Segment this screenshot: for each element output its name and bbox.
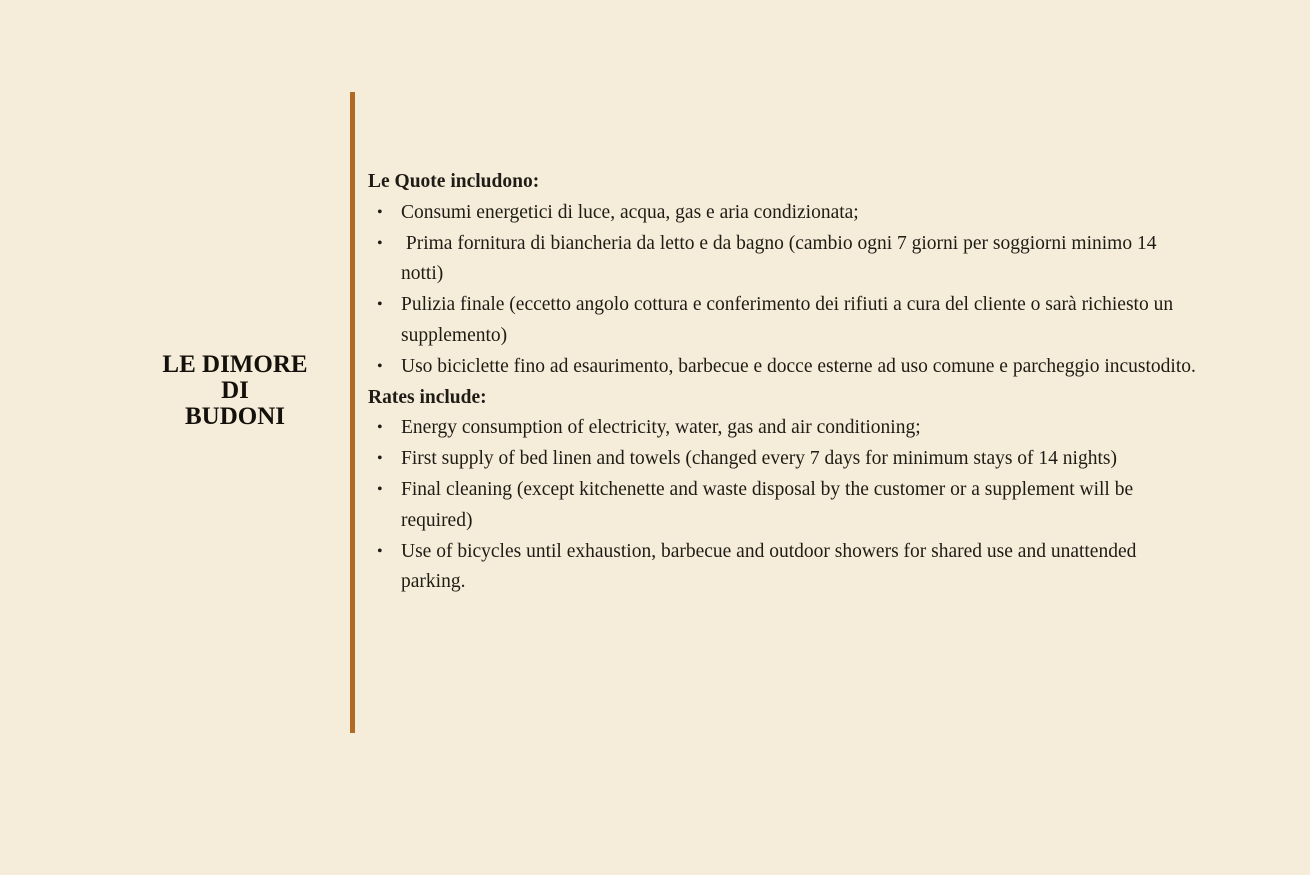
italian-inclusions-list <box>368 198 1198 383</box>
list-item-text: Energy consumption of electricity, water, gas and air conditioning; <box>401 417 921 439</box>
bullet-icon: • <box>377 542 383 560</box>
list-item <box>368 198 1198 229</box>
bullet-icon: • <box>377 296 383 314</box>
list-item <box>368 444 1198 475</box>
list-item <box>368 413 1198 444</box>
rates-content <box>368 167 1198 598</box>
italian-section-title: Le Quote includono: <box>368 171 540 192</box>
english-inclusions-list <box>368 413 1198 598</box>
list-item-text: Use of bicycles until exhaustion, barbecue and outdoor showers for shared use and unattended parking. <box>401 540 1137 593</box>
list-item <box>368 229 1198 291</box>
list-item-text: Consumi energetici di luce, acqua, gas e aria condizionata; <box>401 201 859 223</box>
vertical-divider <box>350 92 355 733</box>
brand-title-line-1: LE DIMORE <box>162 351 308 378</box>
english-section-title: Rates include: <box>368 386 487 408</box>
bullet-icon: • <box>377 357 383 375</box>
list-item <box>368 537 1198 599</box>
list-item <box>368 290 1198 352</box>
list-item <box>368 352 1198 383</box>
list-item-text: Prima fornitura di biancheria da letto e da bagno (cambio ogni 7 giorni per soggiorni minimo 14 notti) <box>401 232 1162 285</box>
bullet-icon: • <box>377 419 383 437</box>
bullet-icon: • <box>377 203 383 221</box>
bullet-icon: • <box>377 450 383 468</box>
list-item-text: First supply of bed linen and towels (changed every 7 days for minimum stays of 14 nights) <box>401 448 1117 470</box>
brand-title-line-3: BUDONI <box>184 403 285 430</box>
list-item <box>368 475 1198 537</box>
list-item-text: Pulizia finale (eccetto angolo cottura e conferimento dei rifiuti a cura del cliente o sarà richiesto un supplemento) <box>401 294 1174 346</box>
brand-title-line-2: DI <box>221 377 249 404</box>
brand-title <box>130 352 340 430</box>
bullet-icon: • <box>377 480 383 498</box>
list-item-text: Uso biciclette fino ad esaurimento, barbecue e docce esterne ad uso comune e parcheggio incustodito. <box>401 355 1196 377</box>
bullet-icon: • <box>377 234 383 252</box>
list-item-text: Final cleaning (except kitchenette and waste disposal by the customer or a supplement will be required) <box>401 478 1134 531</box>
